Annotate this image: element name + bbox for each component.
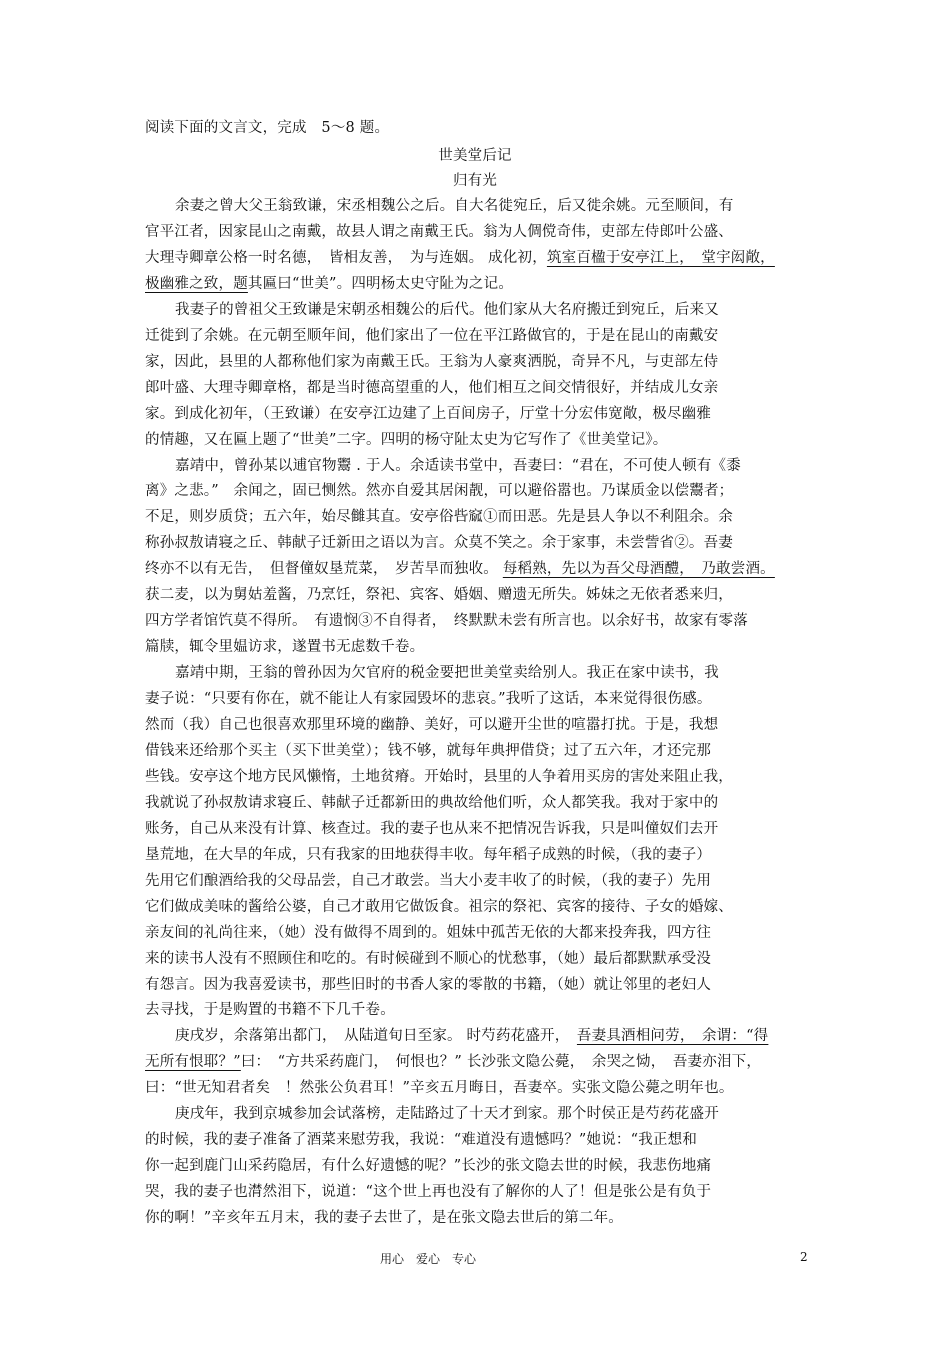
text-line: 先用它们酿酒给我的父母品尝，自己才敢尝。当大小麦丰收了的时候，（我的妻子）先用	[145, 872, 712, 889]
text-line: 我妻子的曾祖父王致谦是宋朝丞相魏公的后代。他们家从大名府搬迁到宛丘，后来又	[175, 301, 719, 318]
text-line: 你的啊！”辛亥年五月末，我的妻子去世了，是在张文隐去世后的第二年。	[145, 1210, 624, 1227]
text-line: 曰：“世无知君者矣 ！然张公负君耳！”辛亥五月晦日，吾妻卒。实张文隐公薨之明年也。	[145, 1080, 734, 1097]
text-line: 然而（我）自己也很喜欢那里环境的幽静、美好，可以避开尘世的喧嚣打扰。于是，我想	[145, 717, 719, 733]
text-line: 垦荒地，在大旱的年成，只有我家的田地获得丰收。每年稻子成熟的时候，（我的妻子）	[145, 846, 712, 863]
underlined-text: 无所有恨耶？”	[145, 1054, 241, 1071]
text-line: 官平江者，因家昆山之南戴，故县人谓之南戴王氏。翁为人倜傥奇伟，吏部左侍郎叶公盛、	[145, 223, 733, 240]
text-line: 不足，则岁质贷；五六年，始尽雠其直。安亭俗呰窳①而田恶。先是县人争以不利阻余。余	[145, 509, 733, 526]
plain-text: 终亦不以有无告， 但督僮奴垦荒菜， 岁苦旱而独收。	[145, 561, 503, 578]
underlined-text: 筑室百楹于安亭江上， 堂宇闳敞，	[546, 249, 775, 266]
text-line: 的时候，我的妻子准备了酒菜来慰劳我，我说：“难道没有遗憾吗？”她说：“我正想和	[145, 1132, 698, 1149]
essay-title: 世美堂后记	[438, 148, 512, 164]
text-line: 嘉靖中，曾孙某以逋官物鬻 . 于人。余适读书堂中，吾妻曰：“君在，不可使人顿有《黍	[175, 457, 741, 474]
footer-motto: 用心 爱心 专心	[380, 1252, 477, 1266]
plain-text: 其匾曰“世美”。四明杨太史守阯为之记。	[247, 275, 514, 292]
text-line: 些钱。安亭这个地方民风懒惰，土地贫瘠。开始时，县里的人争着用买房的害处来阻止我，	[145, 768, 733, 785]
plain-text: 庚戌岁，余落第出都门， 从陆道旬日至家。 时芍药花盛开，	[175, 1028, 577, 1045]
text-line: 借钱来还给那个买主（买下世美堂）；钱不够，就每年典押借贷；过了五六年，才还完那	[145, 742, 712, 759]
instruction: 阅读下面的文言文，完成 5～8 题。	[145, 120, 390, 136]
text-line: 哭，我的妻子也潸然泪下，说道：“这个世上再也没有了解你的人了！但是张公是有负于	[145, 1184, 712, 1201]
text-line: 妻子说：“只要有你在，就不能让人有家园毁坏的悲哀。”我听了这话，本来觉得很伤感。	[145, 691, 712, 708]
text-line: 四方学者馆饩莫不得所。 有遗悯③不自得者， 终默默未尝有所言也。以余好书，故家有零落	[145, 613, 748, 630]
text-line: 它们做成美味的酱给公婆，自己才敢用它做饭食。祖宗的祭祀、宾客的接待、子女的婚嫁、	[145, 898, 733, 915]
text-line: 去寻找，于是购置的书籍不下几千卷。	[145, 1002, 395, 1019]
text-line: 嘉靖中期，王翁的曾孙因为欠官府的税金要把世美堂卖给别人。我正在家中读书，我	[175, 665, 719, 682]
plain-text: 曰： “方共采药鹿门， 何恨也？” 长沙张文隐公薨， 余哭之恸， 吾妻亦泪下，	[240, 1054, 762, 1071]
page-number: 2	[800, 1250, 808, 1264]
underlined-text: 极幽雅之致，题	[145, 275, 248, 292]
text-line: 庚戌年，我到京城参加会试落榜，走陆路过了十天才到家。那个时侯正是芍药花盛开	[175, 1106, 719, 1123]
text-line	[145, 1050, 761, 1075]
text-line	[145, 272, 513, 297]
text-line: 离》之悲。” 余闻之，固已恻然。然亦自爱其居闲靓，可以避俗嚣也。乃谋质金以偿鬻者；	[145, 483, 734, 500]
plain-text: 大理寺卿章公格一时名德， 皆相友善， 为与连姻。 成化初，	[145, 249, 547, 266]
text-line: 你一起到鹿门山采药隐居，有什么好遗憾的呢？”长沙的张文隐去世的时候，我悲伤地痛	[145, 1158, 712, 1175]
underlined-text: 吾妻具酒相问劳， 余谓：“得	[576, 1028, 769, 1045]
underlined-text: 每稻熟，先以为吾父母酒醴， 乃敢尝酒。	[502, 561, 775, 578]
text-line: 郎叶盛、大理寺卿章格，都是当时德高望重的人，他们相互之间交情很好，并结成儿女亲	[145, 379, 719, 396]
text-line: 家，因此，县里的人都称他们家为南戴王氏。王翁为人豪爽洒脱，奇异不凡，与吏部左侍	[145, 353, 719, 370]
text-line: 亲友间的礼尚往来，（她）没有做得不周到的。姐妹中孤苦无依的大都来投奔我，四方往	[145, 924, 712, 941]
text-line: 家。到成化初年，（王致谦）在安亭江边建了上百间房子，厅堂十分宏伟宽敞，极尽幽雅	[145, 405, 712, 422]
text-line: 的情趣，又在匾上题了“世美”二字。四明的杨守阯太史为它写作了《世美堂记》。	[145, 431, 668, 448]
text-line	[175, 1024, 768, 1049]
text-line: 余妻之曾大父王翁致谦，宋丞相魏公之后。自大名徙宛丘，后又徙余姚。元至顺间，有	[175, 198, 734, 214]
text-line: 我就说了孙叔敖请求寝丘、韩献子迁都新田的典故给他们听，众人都笑我。我对于家中的	[145, 794, 719, 811]
text-line: 获二麦，以为舅姑羞酱，乃烹饪，祭祀、宾客、婚姻、赠遗无所失。姊妹之无依者悉来归，	[145, 587, 733, 604]
text-line: 称孙叔敖请寝之丘、韩献子迁新田之语以为言。众莫不笑之。余于家事，未尝訾省②。吾妻	[145, 535, 733, 552]
text-line: 有怨言。因为我喜爱读书，那些旧时的书香人家的零散的书籍，（她）就让邻里的老妇人	[145, 976, 712, 993]
text-line: 来的读书人没有不照顾住和吃的。有时候碰到不顺心的忧愁事，（她）最后都默默承受没	[145, 950, 712, 967]
text-line: 账务，自己从来没有计算、核查过。我的妻子也从来不把情况告诉我，只是叫僮奴们去开	[145, 820, 719, 837]
text-line: 篇牍，辄令里媪访求，遂置书无虑数千卷。	[145, 639, 425, 656]
essay-author: 归有光	[452, 173, 498, 189]
text-line: 迁徙到了余姚。在元朝至顺年间，他们家出了一位在平江路做官的，于是在昆山的南戴安	[145, 327, 719, 344]
text-line	[145, 246, 775, 271]
text-line	[145, 557, 775, 582]
